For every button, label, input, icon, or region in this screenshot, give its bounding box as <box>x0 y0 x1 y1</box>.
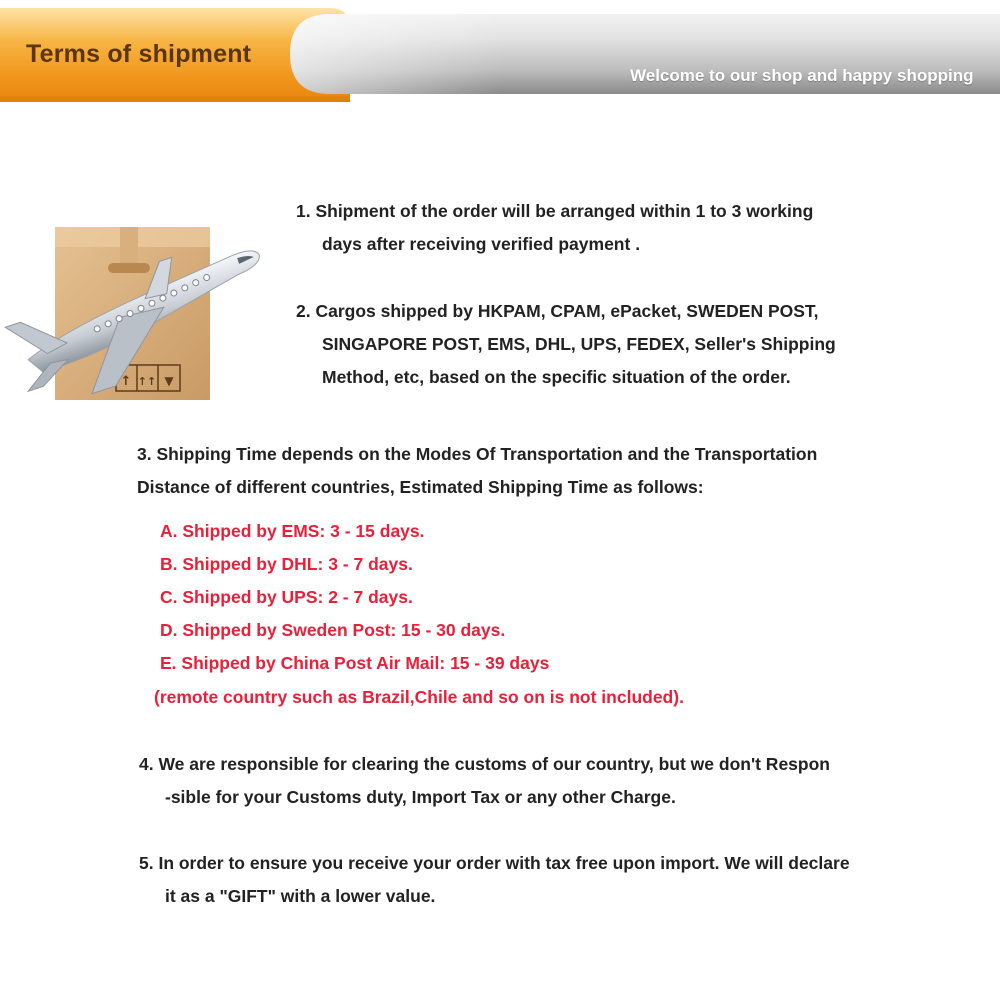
box-marking-up: ↑ <box>120 374 132 389</box>
airplane-box-icon <box>0 215 290 415</box>
term-4-line-2: -sible for your Customs duty, Import Tax or any other Charge. <box>165 787 676 807</box>
term-item-1 <box>296 195 813 261</box>
box-marking-this-side-up: ↑↑ <box>137 375 157 388</box>
term-2-line-3: Method, etc, based on the specific situation of the order. <box>322 367 791 387</box>
shipping-time-sweden-post: D. Shipped by Sweden Post: 15 - 30 days. <box>160 620 506 640</box>
term-2-line-2: SINGAPORE POST, EMS, DHL, UPS, FEDEX, Seller's Shipping <box>322 334 836 354</box>
term-1-line-1: 1. Shipment of the order will be arranged within 1 to 3 working <box>296 201 814 221</box>
welcome-slogan: Welcome to our shop and happy shopping <box>630 66 974 85</box>
shipping-time-list <box>160 515 549 680</box>
term-item-2 <box>296 295 836 394</box>
term-item-3 <box>137 438 817 504</box>
box-marking-fragile: ▼ <box>164 374 174 388</box>
term-3-line-2: Distance of different countries, Estimated Shipping Time as follows: <box>137 477 704 497</box>
term-item-4 <box>139 748 830 814</box>
header-banner <box>0 0 1000 110</box>
term-5-line-1: 5. In order to ensure you receive your order with tax free upon import. We will declare <box>139 853 850 873</box>
shipping-time-ems: A. Shipped by EMS: 3 - 15 days. <box>160 521 425 541</box>
shipping-time-china-post: E. Shipped by China Post Air Mail: 15 - 39 days <box>160 653 550 673</box>
term-item-5 <box>139 847 850 913</box>
remote-country-note: (remote country such as Brazil,Chile and so on is not included). <box>154 687 684 707</box>
shipping-time-dhl: B. Shipped by DHL: 3 - 7 days. <box>160 554 413 574</box>
term-2-line-1: 2. Cargos shipped by HKPAM, CPAM, ePacket, SWEDEN POST, <box>296 301 819 321</box>
shipping-time-ups: C. Shipped by UPS: 2 - 7 days. <box>160 587 413 607</box>
page-title: Terms of shipment <box>26 40 252 68</box>
term-1-line-2: days after receiving verified payment . <box>322 234 641 254</box>
term-5-line-2: it as a "GIFT" with a lower value. <box>165 886 436 906</box>
term-4-line-1: 4. We are responsible for clearing the customs of our country, but we don't Respon <box>139 754 830 774</box>
term-3-line-1: 3. Shipping Time depends on the Modes Of Transportation and the Transportation <box>137 444 818 464</box>
